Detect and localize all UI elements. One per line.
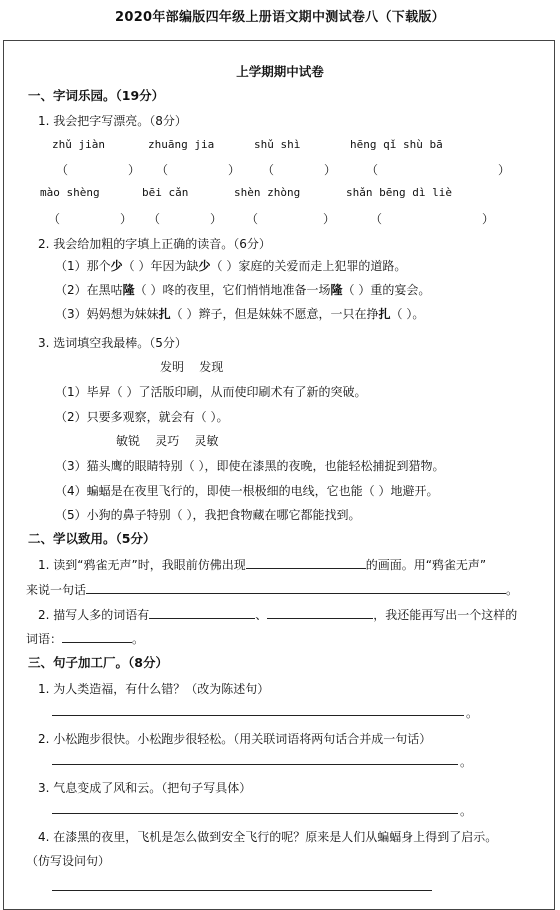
writing-box[interactable]: （ ） <box>262 163 337 177</box>
answer-blank[interactable] <box>267 606 373 619</box>
word-choices-1: 发明 发现 <box>160 360 224 374</box>
pinyin-shu-shi: shǔ shì <box>254 138 301 151</box>
q1-3-stem: 3. 选词填空我最棒。（5分） <box>38 336 187 350</box>
pinyin-heng-qi-shu-ba: hēng qǐ shù bā <box>350 138 443 151</box>
answer-line[interactable] <box>52 890 432 891</box>
writing-box[interactable]: （ ） <box>48 212 133 226</box>
pinyin-mao-sheng: mào shèng <box>40 186 100 199</box>
q1-2-line-2: （2）在黑咕隆（ ）咚的夜里，它们悄悄地准备一场隆（ ）重的宴会。 <box>55 283 431 297</box>
exam-title: 上学期期中试卷 <box>236 64 324 79</box>
writing-box[interactable]: （ ） <box>148 212 223 226</box>
pinyin-shan-beng-di-lie: shǎn bēng dì liè <box>346 186 452 199</box>
pinyin-zhu-jian: zhǔ jiàn <box>52 138 105 151</box>
writing-box[interactable]: （ ） <box>370 212 495 226</box>
q3-4-line-2: （仿写设问句） <box>26 854 111 868</box>
q3-3-stem: 3. 气息变成了风和云。（把句子写具体） <box>38 781 252 795</box>
q1-3-sentence-1: （1）毕昇（ ）了活版印刷，从而使印刷术有了新的突破。 <box>55 385 367 399</box>
q1-2-line-3: （3）妈妈想为妹妹扎（ ）辫子，但是妹妹不愿意，一只在挣扎（ ）。 <box>55 307 425 321</box>
section-2-title: 二、学以致用。（5分） <box>28 531 156 546</box>
section-3-title: 三、句子加工厂。（8分） <box>28 655 168 670</box>
pinyin-bei-can: bēi cǎn <box>142 186 189 199</box>
q1-2-stem: 2. 我会给加粗的字填上正确的读音。（6分） <box>38 237 271 251</box>
answer-blank[interactable] <box>62 630 132 643</box>
writing-box[interactable]: （ ） <box>366 163 511 177</box>
q1-1-stem: 1. 我会把字写漂亮。（8分） <box>38 114 187 128</box>
q2-2-line-1: 2. 描写人多的词语有 、 ，我还能再写出一个这样的 <box>38 608 518 622</box>
q3-2-stem: 2. 小松跑步很快。小松跑步很轻松。（用关联词语将两句话合并成一句话） <box>38 732 432 746</box>
section-1-title: 一、字词乐园。（19分） <box>28 88 165 103</box>
answer-blank[interactable] <box>86 581 506 594</box>
answer-line[interactable] <box>52 715 464 716</box>
pinyin-shen-zhong: shèn zhòng <box>234 186 301 199</box>
q2-1-line-1: 1. 读到“鸦雀无声”时，我眼前仿佛出现 的画面。用“鸦雀无声” <box>38 558 487 572</box>
writing-box[interactable]: （ ） <box>246 212 336 226</box>
q1-3-sentence-2: （2）只要多观察，就会有（ ）。 <box>55 410 229 424</box>
q1-3-sentence-3: （3）猫头鹰的眼睛特别（ ），即使在漆黑的夜晚，也能轻松捕捉到猎物。 <box>55 459 445 473</box>
writing-box[interactable]: （ ） <box>56 163 141 177</box>
pinyin-zhuang-jia: zhuāng jia <box>148 138 215 151</box>
q3-4-line-1: 4. 在漆黑的夜里，飞机是怎么做到安全飞行的呢？原来是人们从蝙蝠身上得到了启示。 <box>38 830 498 844</box>
answer-line[interactable] <box>52 813 458 814</box>
word-choices-2: 敏锐 灵巧 灵敏 <box>116 434 219 448</box>
answer-blank[interactable] <box>246 556 366 569</box>
answer-blank[interactable] <box>149 606 255 619</box>
answer-line[interactable] <box>52 764 458 765</box>
q2-2-line-2: 词语： 。 <box>26 632 145 646</box>
document-title: 2020年部编版四年级上册语文期中测试卷八（下载版） <box>115 10 445 25</box>
q2-1-line-2: 来说一句话 。 <box>26 583 519 597</box>
q1-3-sentence-4: （4）蝙蝠是在夜里飞行的，即使一根极细的电线，它也能（ ）地避开。 <box>55 484 439 498</box>
q3-1-stem: 1. 为人类造福，有什么错？（改为陈述句） <box>38 682 270 696</box>
q1-2-line-1: （1）那个少（ ）年因为缺少（ ）家庭的关爱而走上犯罪的道路。 <box>55 259 407 273</box>
q1-3-sentence-5: （5）小狗的鼻子特别（ ），我把食物藏在哪它都能找到。 <box>55 508 361 522</box>
writing-box[interactable]: （ ） <box>156 163 241 177</box>
